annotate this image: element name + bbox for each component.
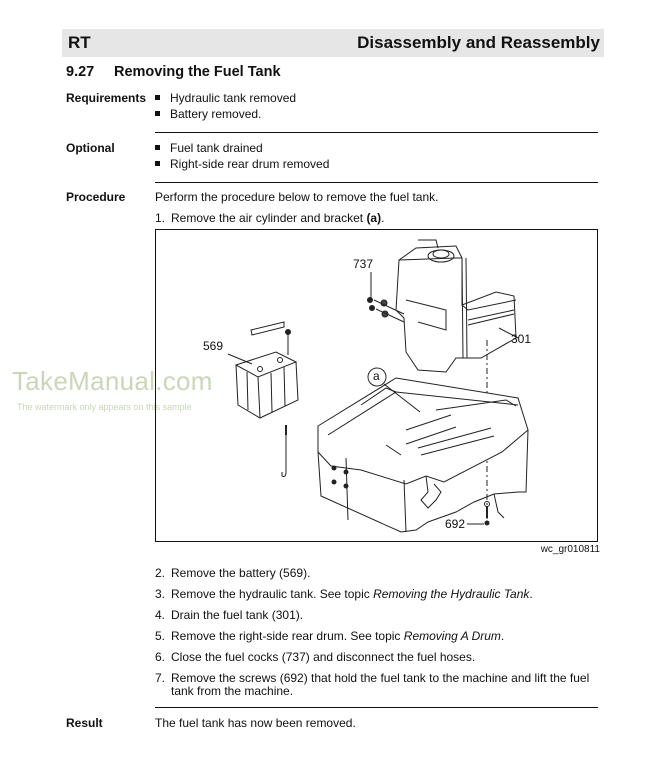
section-title-text: Removing the Fuel Tank xyxy=(114,64,281,80)
procedure-step-5: 5. Remove the right-side rear drum. See topic Removing A Drum. xyxy=(155,629,505,643)
bullet-icon xyxy=(155,111,160,116)
procedure-intro: Perform the procedure below to remove the fuel tank. xyxy=(155,190,439,204)
exploded-diagram xyxy=(155,229,598,542)
section-title xyxy=(66,64,281,80)
callout-a: a xyxy=(373,369,380,383)
requirement-item: Hydraulic tank removed xyxy=(155,91,296,105)
bullet-icon xyxy=(155,95,160,100)
procedure-label: Procedure xyxy=(66,190,126,204)
bullet-icon xyxy=(155,161,160,166)
header-chapter: Disassembly and Reassembly xyxy=(357,33,600,52)
result-text: The fuel tank has now been removed. xyxy=(155,716,356,730)
header-bar xyxy=(62,29,604,57)
topic-link: Removing A Drum xyxy=(403,629,501,643)
procedure-step-7-continued: tank from the machine. xyxy=(171,684,294,698)
separator xyxy=(155,182,598,183)
procedure-step-6: 6. Close the fuel cocks (737) and disconnect the fuel hoses. xyxy=(155,650,476,664)
procedure-step-3: 3. Remove the hydraulic tank. See topic Removing the Hydraulic Tank. xyxy=(155,587,533,601)
topic-link: Removing the Hydraulic Tank xyxy=(373,587,530,601)
procedure-step-7: 7. Remove the screws (692) that hold the fuel tank to the machine and lift the fuel xyxy=(155,671,590,685)
callout-737: 737 xyxy=(353,257,374,271)
separator xyxy=(155,707,598,708)
section-number: 9.27 xyxy=(66,64,95,80)
callout-301: 301 xyxy=(511,332,532,346)
callout-569: 569 xyxy=(203,339,224,353)
fuel-tank-diagram-icon xyxy=(156,230,597,541)
bullet-icon xyxy=(155,145,160,150)
watermark: TakeManual.com xyxy=(12,366,213,396)
optional-label: Optional xyxy=(66,141,115,155)
requirement-item: Battery removed. xyxy=(155,107,261,121)
optional-item: Right-side rear drum removed xyxy=(155,157,329,171)
header-model: RT xyxy=(68,33,91,52)
watermark-subtext: The watermark only appears on this sample xyxy=(17,402,192,412)
separator xyxy=(155,132,598,133)
requirements-label: Requirements xyxy=(66,91,147,105)
result-label: Result xyxy=(66,716,103,730)
figure-caption: wc_gr010811 xyxy=(540,544,600,555)
procedure-step-4: 4. Drain the fuel tank (301). xyxy=(155,608,304,622)
callout-692: 692 xyxy=(445,517,466,531)
procedure-step-2: 2. Remove the battery (569). xyxy=(155,566,311,580)
optional-item: Fuel tank drained xyxy=(155,141,263,155)
procedure-step-1: 1. Remove the air cylinder and bracket (a). xyxy=(155,211,385,225)
